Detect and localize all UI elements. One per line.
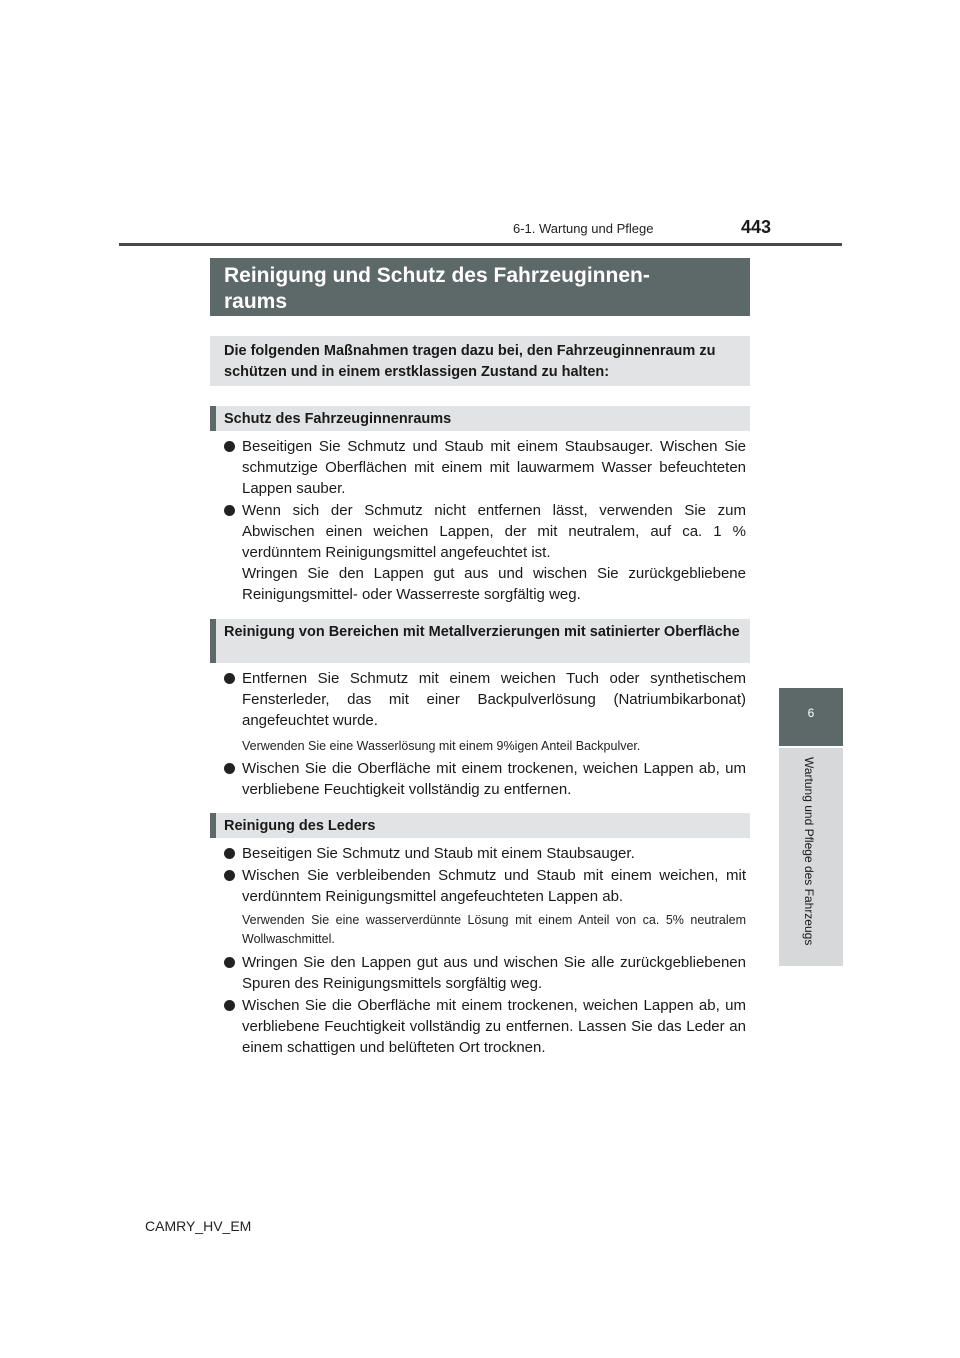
list-item [224,843,746,864]
note-text: Verwenden Sie eine Wasserlösung mit einem 9%igen Anteil Backpulver. [242,739,641,753]
list-item-text: Beseitigen Sie Schmutz und Staub mit einem Staubsauger. [242,845,635,862]
chapter-label: Wartung und Pflege des Fahrzeugs [802,757,816,946]
bullet-icon [224,848,235,859]
list-item [224,952,746,994]
list-item [224,500,746,605]
list-item [224,758,746,800]
bullet-icon [224,763,235,774]
page-title [224,263,736,315]
list-item [224,436,746,499]
page-number: 443 [741,217,772,237]
list-item-text: Wringen Sie den Lappen gut aus und wischen Sie alle zurückgebliebenen Spuren des Reinigungsmittels sorgfältig weg. [242,954,746,992]
bullet-icon [224,441,235,452]
list-item [224,995,746,1058]
list-item [224,865,746,907]
title-bar [210,258,750,316]
bullet-icon [224,1000,235,1011]
chapter-number: 6 [807,706,815,720]
list-item-text: Wischen Sie die Oberfläche mit einem trockenen, weichen Lappen ab, um verbliebene Feuchtigkeit vollständig zu entfernen. [242,760,746,798]
header-rule [119,243,842,246]
section-heading-interior [210,406,750,431]
section-heading-text: Schutz des Fahrzeuginnenraums [224,411,452,427]
intro-box [210,336,750,386]
list-item-text: Beseitigen Sie Schmutz und Staub mit einem Staubsauger. Wischen Sie schmutzige Oberflächen mit einem mit lauwarmem Wasser befeuchteten Lappen sauber. [242,438,746,497]
list-item-text: Wenn sich der Schmutz nicht entfernen lässt, verwenden Sie zum Abwischen einen weichen Lappen, der mit neutralem, auf ca. 1 % verdünntem Reinigungsmittel angefeuchtet ist. Wringen Sie den Lappen gut aus und wischen Sie zurückgebliebene Reinigungsmittel- oder Wasserreste sorgfältig weg. [242,502,746,603]
document-code: CAMRY_HV_EM [145,1218,252,1234]
list-item-text: Wischen Sie die Oberfläche mit einem trockenen, weichen Lappen ab, um verbliebene Feuchtigkeit vollständig zu entfernen. Lassen Sie das Leder an einem schattigen und belüfteten Ort trocknen. [242,997,746,1056]
bullet-icon [224,957,235,968]
section-heading-metal [210,619,750,663]
section-heading-text: Reinigung des Leders [224,818,376,834]
bullet-icon [224,673,235,684]
note-text: Verwenden Sie eine wasserverdünnte Lösung mit einem Anteil von ca. 5% neutralem Wollwaschmittel. [242,913,746,946]
page-title-text: Reinigung und Schutz des Fahrzeuginnen- raums [224,264,650,313]
chapter-tab [779,688,843,746]
section-header: 6-1. Wartung und Pflege [513,221,654,236]
section-heading-text: Reinigung von Bereichen mit Metallverzierungen mit satinierter Oberfläche [224,624,740,640]
list-item-text: Wischen Sie verbleibenden Schmutz und Staub mit einem weichen, mit verdünntem Reinigungsmittel angefeuchteten Lappen ab. [242,867,746,905]
bullet-icon [224,870,235,881]
section-heading-leather [210,813,750,838]
list-item-text: Entfernen Sie Schmutz mit einem weichen Tuch oder synthetischem Fensterleder, das mit einer Backpulverlösung (Natriumbikarbonat) angefeuchtet wurde. [242,670,746,729]
list-item [224,668,746,731]
bullet-icon [224,505,235,516]
intro-text: Die folgenden Maßnahmen tragen dazu bei, den Fahrzeuginnenraum zu schützen und in einem erstklassigen Zustand zu halten: [224,343,716,380]
